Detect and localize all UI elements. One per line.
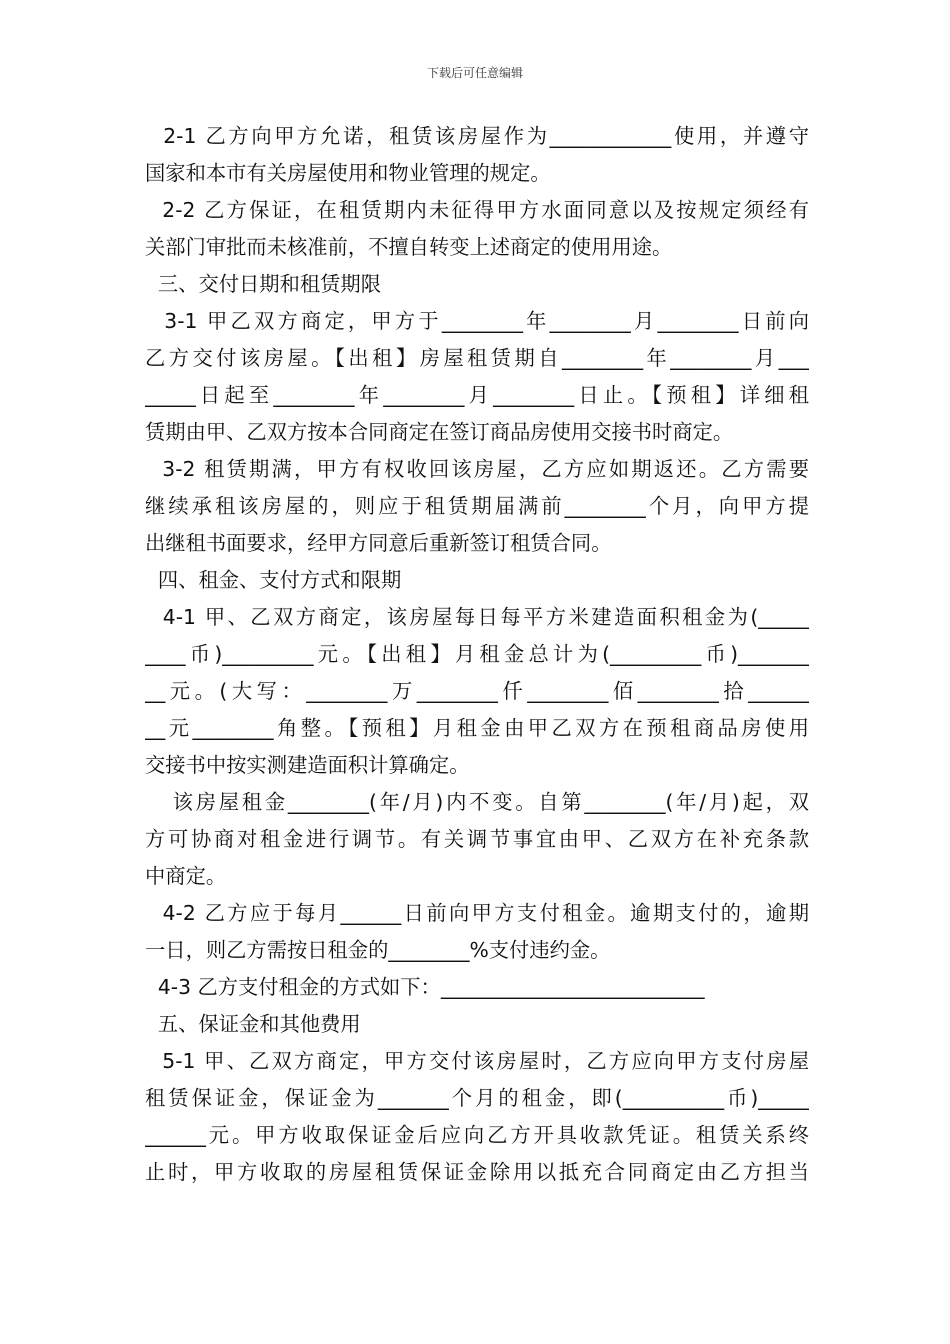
text-line: __元________角整。【预租】月租金由甲乙双方在预租商品房使用: [145, 716, 809, 740]
text-line: ______元。甲方收取保证金后应向乙方开具收款凭证。租赁关系终: [145, 1123, 809, 1147]
text-line: 4-1 甲、乙双方商定，该房屋每日每平方米建造面积租金为(_____: [145, 605, 809, 629]
document-body: [145, 118, 809, 1191]
page-header: 下载后可任意编辑: [426, 66, 523, 80]
text-line: 止时，甲方收取的房屋租赁保证金除用以抵充合同商定由乙方担当: [145, 1160, 809, 1184]
text-line: 三、交付日期和租赁期限: [145, 272, 381, 296]
text-line: 该房屋租金________(年/月)内不变。自第________(年/月)起，双: [145, 790, 809, 814]
text-line: 赁期由甲、乙双方按本合同商定在签订商品房使用交接书时商定。: [145, 420, 734, 444]
text-line: 3-2 租赁期满，甲方有权收回该房屋，乙方应如期返还。乙方需要: [145, 457, 809, 481]
text-line: 3-1 甲乙双方商定，甲方于________年________月________日前向: [145, 309, 809, 333]
text-line: 2-2 乙方保证，在租赁期内未征得甲方水面同意以及按规定须经有: [145, 198, 809, 222]
text-line: __元。(大写：________万________仟________佰________拾______: [145, 679, 809, 703]
text-line: 五、保证金和其他费用: [145, 1012, 361, 1036]
text-line: ____币)_________元。【出租】月租金总计为(_________币)_______: [145, 642, 809, 666]
text-line: 租赁保证金，保证金为_______个月的租金，即(__________币)_____: [145, 1086, 809, 1110]
text-line: 2-1 乙方向甲方允诺，租赁该房屋作为____________使用，并遵守: [145, 124, 809, 148]
text-line: _____日起至________年________月________日止。【预租】详细租: [145, 383, 809, 407]
text-line: 5-1 甲、乙双方商定，甲方交付该房屋时，乙方应向甲方支付房屋: [145, 1049, 809, 1073]
text-line: 四、租金、支付方式和限期: [145, 568, 402, 592]
text-line: 国家和本市有关房屋使用和物业管理的规定。: [145, 161, 551, 185]
text-line: 继续承租该房屋的，则应于租赁期届满前________个月，向甲方提: [145, 494, 809, 518]
text-line: 出继租书面要求，经甲方同意后重新签订租赁合同。: [145, 531, 612, 555]
text-line: 4-3 乙方支付租金的方式如下：__________________________: [145, 975, 705, 999]
text-line: 交接书中按实测建造面积计算确定。: [145, 753, 470, 777]
text-line: 方可协商对租金进行调节。有关调节事宜由甲、乙双方在补充条款: [145, 827, 809, 851]
text-line: 一日，则乙方需按日租金的________%支付违约金。: [145, 938, 611, 962]
text-line: 乙方交付该房屋。【出租】房屋租赁期自________年________月___: [145, 346, 809, 370]
text-line: 4-2 乙方应于每月______日前向甲方支付租金。逾期支付的，逾期: [145, 901, 809, 925]
text-line: 关部门审批而未核准前，不擅自转变上述商定的使用用途。: [145, 235, 673, 259]
text-line: 中商定。: [145, 864, 227, 888]
